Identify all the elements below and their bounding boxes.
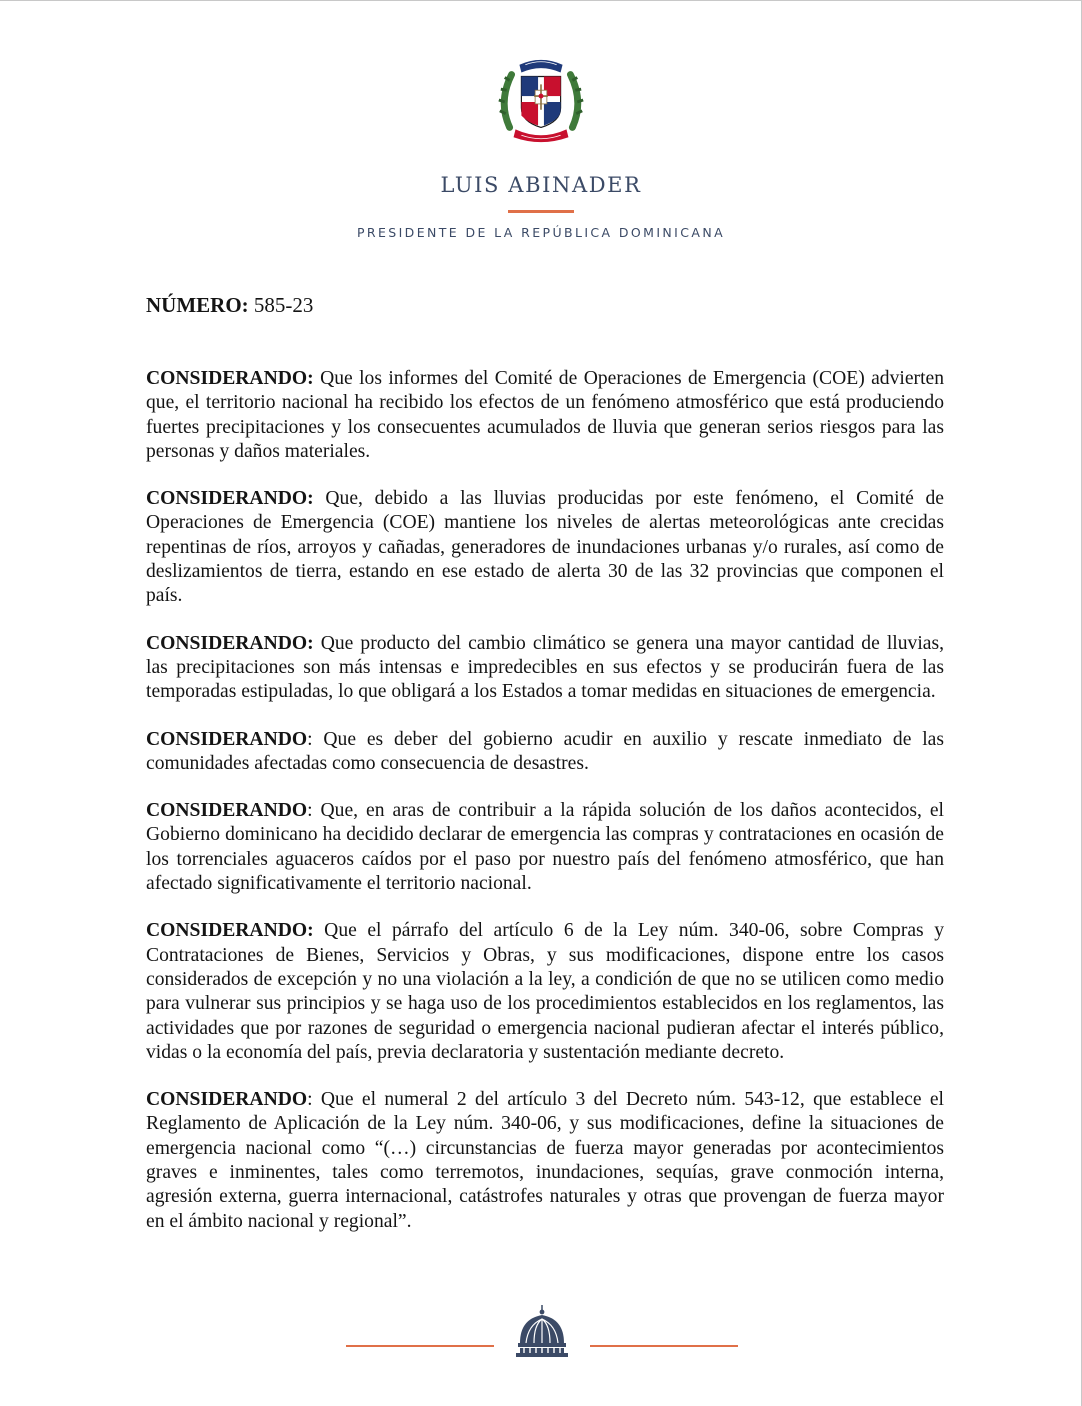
paragraph-heading: CONSIDERANDO (146, 800, 308, 822)
letterhead-title: PRESIDENTE DE LA REPÚBLICA DOMINICANA (356, 225, 726, 240)
considerando-paragraph (146, 799, 944, 896)
paragraph-text: : Que el numeral 2 del artículo 3 del Decreto núm. 543-12, que establece el Reglamento de Aplicación de la Ley núm. 340-06, y sus modificaciones, define la situaciones de emergencia nacional como “(…) circunstancias de fuerza mayor generadas por acontecimientos graves e inminentes, tales como terremotos, inundaciones, sequías, grave conmoción interna, agresión externa, guerra internacional, catástrofes naturales y otras que provengan de fuerza mayor en el ámbito nacional y regional”. (146, 1089, 944, 1232)
paragraph-text: Que el párrafo del artículo 6 de la Ley núm. 340-06, sobre Compras y Contrataciones de Bienes, Servicios y Obras, y sus modificaciones, dispone entre los casos considerados de excepción y no una violación a la ley, a condición de que no se utilicen como medio para vulnerar sus principios y se haga uso de los procedimientos establecidos en los reglamentos, las actividades que por razones de seguridad o emergencia nacional pudieran afectar el interés público, vidas o la economía del país, previa declaratoria y sustentación mediante decreto. (146, 920, 944, 1063)
considerando-paragraph (146, 632, 944, 705)
palace-dome-icon (512, 1303, 572, 1359)
footer-rule-left (346, 1345, 494, 1347)
paragraph-text: : Que, en aras de contribuir a la rápida solución de los daños acontecidos, el Gobierno dominicano ha decidido declarar de emergencia las compras y contrataciones en ocasión de los torrenciales aguaceros caídos por el paso por nuestro país del fenómeno atmosférico, que han afectado significativamente el territorio nacional. (146, 800, 944, 895)
considerando-paragraph (146, 367, 944, 464)
considerando-paragraph (146, 919, 944, 1065)
paragraph-text: Que los informes del Comité de Operaciones de Emergencia (COE) advierten que, el territorio nacional ha recibido los efectos de un fenómeno atmosférico que está produciendo fuertes precipitaciones y los consecuentes acumulados de lluvia que generan serios riesgos para las personas y daños materiales. (146, 368, 945, 462)
paragraph-heading: CONSIDERANDO: (146, 368, 314, 389)
decree-number-value: 585-23 (253, 293, 314, 317)
paragraph-text: : Que es deber del gobierno acudir en auxilio y rescate inmediato de las comunidades afectadas como consecuencia de desastres. (146, 728, 944, 774)
paragraph-text: Que producto del cambio climático se genera una mayor cantidad de lluvias, las precipitaciones son más intensas e impredecibles en sus efectos y se producirán fuera de las temporadas estipuladas, lo que obligará a los Estados a tomar medidas en situaciones de emergencia. (146, 632, 944, 703)
decree-number (146, 292, 313, 318)
paragraph-heading: CONSIDERANDO: (146, 920, 314, 942)
decree-number-label: NÚMERO: (146, 293, 249, 317)
considerando-paragraph (146, 487, 944, 608)
considerando-paragraph (146, 728, 944, 777)
paragraph-heading: CONSIDERANDO: (146, 488, 314, 510)
paragraph-heading: CONSIDERANDO (146, 1089, 308, 1111)
document-body (146, 367, 944, 1257)
paragraph-text: Que, debido a las lluvias producidas por este fenómeno, el Comité de Operaciones de Emergencia (COE) mantiene los niveles de alertas meteorológicas ante crecidas repentinas de ríos, arroyos y cañadas, generadores de inundaciones urbanas y/o rurales, así como de deslizamientos de tierra, estando en ese estado de alerta 30 de las 32 provincias que componen el país. (146, 488, 944, 607)
footer-rule-right (590, 1345, 738, 1347)
considerando-paragraph (146, 1088, 944, 1234)
paragraph-heading: CONSIDERANDO (146, 728, 308, 750)
paragraph-heading: CONSIDERANDO: (146, 632, 314, 654)
letterhead-name: LUIS ABINADER (440, 173, 642, 197)
letterhead-accent-rule (508, 210, 574, 213)
coat-of-arms-icon (492, 51, 590, 149)
